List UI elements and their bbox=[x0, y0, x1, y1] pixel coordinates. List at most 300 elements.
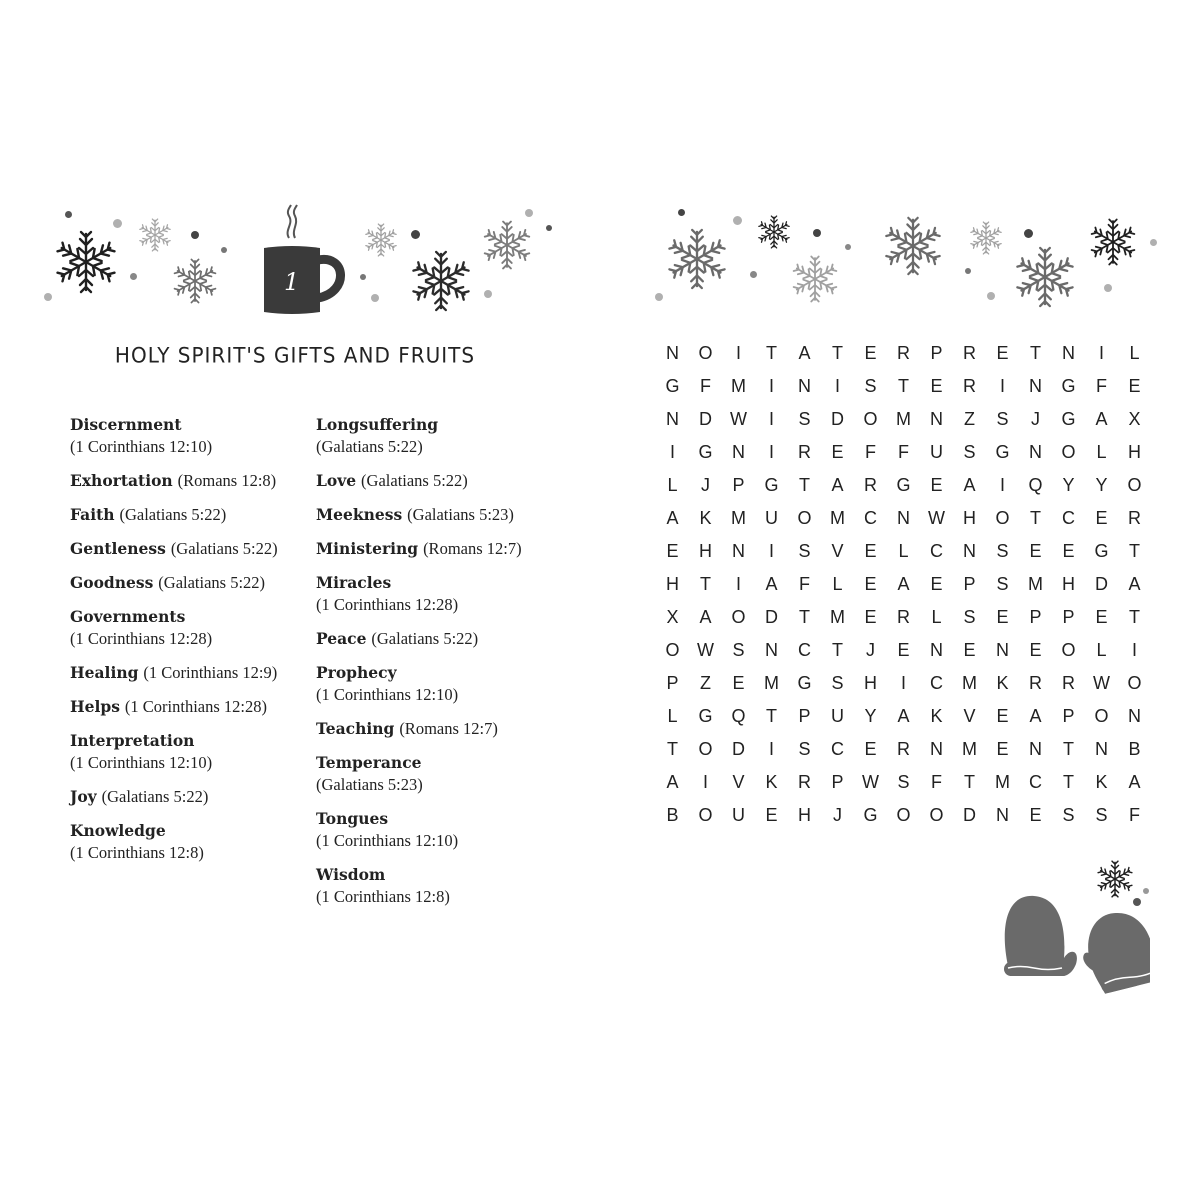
grid-letter[interactable]: N bbox=[1062, 343, 1075, 363]
grid-letter[interactable]: T bbox=[1063, 739, 1074, 759]
snow-dot-icon bbox=[987, 292, 995, 300]
grid-letter[interactable]: W bbox=[1093, 673, 1110, 693]
grid-letter[interactable]: G bbox=[764, 475, 779, 495]
grid-letter[interactable]: S bbox=[897, 772, 910, 792]
grid-letter[interactable]: K bbox=[699, 508, 712, 528]
grid-letter[interactable]: T bbox=[1129, 607, 1140, 627]
grid-letter[interactable]: R bbox=[1062, 673, 1075, 693]
grid-letter[interactable]: L bbox=[898, 541, 909, 561]
grid-letter[interactable]: I bbox=[735, 343, 741, 363]
grid-letter[interactable]: F bbox=[1129, 805, 1140, 825]
grid-letter[interactable]: S bbox=[864, 376, 877, 396]
grid-letter[interactable]: M bbox=[731, 376, 746, 396]
grid-letter[interactable]: O bbox=[1061, 442, 1076, 462]
grid-letter[interactable]: P bbox=[1029, 607, 1042, 627]
grid-letter[interactable]: K bbox=[765, 772, 778, 792]
grid-letter[interactable]: M bbox=[896, 409, 911, 429]
grid-letter[interactable]: Z bbox=[700, 673, 711, 693]
word-list-item bbox=[70, 786, 310, 808]
grid-letter[interactable]: A bbox=[699, 607, 712, 627]
word-list-item bbox=[70, 606, 310, 650]
grid-letter[interactable]: E bbox=[930, 475, 943, 495]
grid-letter[interactable]: F bbox=[898, 442, 909, 462]
grid-letter[interactable]: X bbox=[1128, 409, 1141, 429]
grid-letter[interactable]: U bbox=[831, 706, 844, 726]
grid-letter[interactable]: O bbox=[929, 805, 944, 825]
grid-letter[interactable]: E bbox=[864, 343, 877, 363]
snow-dot-icon bbox=[360, 274, 366, 280]
grid-letter[interactable]: A bbox=[1095, 409, 1108, 429]
grid-letter[interactable]: H bbox=[699, 541, 712, 561]
word-list-word: Knowledge bbox=[70, 821, 166, 840]
grid-letter[interactable]: I bbox=[768, 541, 774, 561]
grid-letter[interactable]: C bbox=[798, 640, 811, 660]
grid-letter[interactable]: E bbox=[864, 739, 877, 759]
grid-letter[interactable]: M bbox=[731, 508, 746, 528]
grid-letter[interactable]: S bbox=[798, 541, 811, 561]
grid-letter[interactable]: H bbox=[1128, 442, 1141, 462]
grid-letter[interactable]: E bbox=[996, 607, 1009, 627]
mug-icon bbox=[264, 246, 348, 314]
grid-letter[interactable]: T bbox=[766, 343, 777, 363]
word-list-word: Exhortation bbox=[70, 471, 173, 490]
word-list-item bbox=[70, 730, 310, 774]
word-list-word: Wisdom bbox=[316, 865, 386, 884]
grid-letter[interactable]: E bbox=[864, 541, 877, 561]
snowflake-icon bbox=[969, 221, 1003, 255]
snow-dot-icon bbox=[113, 219, 122, 228]
word-list-reference: (1 Corinthians 12:8) bbox=[70, 843, 204, 862]
grid-letter[interactable]: E bbox=[996, 739, 1009, 759]
grid-letter[interactable]: N bbox=[1095, 739, 1108, 759]
word-list-item bbox=[316, 538, 556, 560]
grid-letter[interactable]: R bbox=[1128, 508, 1141, 528]
snow-dot-icon bbox=[130, 273, 137, 280]
grid-letter[interactable]: P bbox=[963, 574, 976, 594]
grid-letter[interactable]: N bbox=[930, 409, 943, 429]
word-list-item bbox=[70, 572, 310, 594]
grid-letter[interactable]: M bbox=[995, 772, 1010, 792]
grid-letter[interactable]: E bbox=[765, 805, 778, 825]
grid-letter[interactable]: E bbox=[1095, 508, 1108, 528]
grid-letter[interactable]: N bbox=[798, 376, 811, 396]
grid-letter[interactable]: D bbox=[1095, 574, 1108, 594]
grid-letter[interactable]: G bbox=[665, 376, 680, 396]
grid-letter[interactable]: C bbox=[1062, 508, 1075, 528]
grid-letter[interactable]: C bbox=[864, 508, 877, 528]
grid-letter[interactable]: A bbox=[1029, 706, 1042, 726]
word-list-word: Ministering bbox=[316, 539, 419, 558]
page-title: HOLY SPIRIT'S GIFTS AND FRUITS bbox=[114, 342, 476, 368]
grid-letter[interactable]: E bbox=[1128, 376, 1141, 396]
word-list-reference: (1 Corinthians 12:8) bbox=[316, 887, 450, 906]
grid-letter[interactable]: N bbox=[732, 442, 745, 462]
grid-letter[interactable]: I bbox=[702, 772, 708, 792]
grid-letter[interactable]: R bbox=[1029, 673, 1042, 693]
grid-letter[interactable]: H bbox=[798, 805, 811, 825]
grid-letter[interactable]: T bbox=[832, 640, 843, 660]
grid-letter[interactable]: P bbox=[798, 706, 811, 726]
grid-letter[interactable]: G bbox=[797, 673, 812, 693]
grid-letter[interactable]: K bbox=[930, 706, 943, 726]
grid-letter[interactable]: Y bbox=[1095, 475, 1108, 495]
grid-letter[interactable]: D bbox=[699, 409, 712, 429]
grid-letter[interactable]: N bbox=[996, 805, 1009, 825]
snowflake-icon bbox=[482, 220, 532, 270]
grid-letter[interactable]: E bbox=[864, 607, 877, 627]
grid-letter[interactable]: I bbox=[768, 442, 774, 462]
word-list-reference: (1 Corinthians 12:10) bbox=[316, 685, 459, 704]
grid-letter[interactable]: D bbox=[732, 739, 745, 759]
grid-letter[interactable]: B bbox=[1128, 739, 1141, 759]
grid-letter[interactable]: R bbox=[963, 343, 976, 363]
grid-letter[interactable]: J bbox=[701, 475, 710, 495]
grid-letter[interactable]: O bbox=[896, 805, 911, 825]
grid-letter[interactable]: L bbox=[667, 706, 678, 726]
mittens-icon bbox=[1000, 888, 1150, 1003]
grid-letter[interactable]: N bbox=[996, 640, 1009, 660]
word-list-word: Miracles bbox=[316, 573, 392, 592]
grid-letter[interactable]: M bbox=[962, 673, 977, 693]
grid-letter[interactable]: L bbox=[1096, 442, 1107, 462]
grid-letter[interactable]: F bbox=[700, 376, 711, 396]
grid-letter[interactable]: X bbox=[666, 607, 679, 627]
grid-letter[interactable]: A bbox=[666, 508, 679, 528]
grid-letter[interactable]: T bbox=[799, 607, 810, 627]
grid-letter[interactable]: H bbox=[963, 508, 976, 528]
grid-letter[interactable]: W bbox=[928, 508, 945, 528]
grid-letter[interactable]: P bbox=[732, 475, 745, 495]
grid-letter[interactable]: M bbox=[830, 607, 845, 627]
grid-letter[interactable]: O bbox=[698, 805, 713, 825]
word-list-column-1 bbox=[70, 414, 310, 876]
word-list-word: Gentleness bbox=[70, 539, 166, 558]
word-list-item bbox=[316, 414, 556, 458]
snow-dot-icon bbox=[546, 225, 552, 231]
grid-letter[interactable]: S bbox=[732, 640, 745, 660]
grid-letter[interactable]: W bbox=[697, 640, 714, 660]
grid-letter[interactable]: C bbox=[831, 739, 844, 759]
grid-letter[interactable]: D bbox=[831, 409, 844, 429]
grid-letter[interactable]: N bbox=[930, 640, 943, 660]
grid-letter[interactable]: I bbox=[669, 442, 675, 462]
word-list-reference: (1 Corinthians 12:28) bbox=[124, 697, 267, 716]
word-list-item bbox=[316, 808, 556, 852]
grid-letter[interactable]: M bbox=[764, 673, 779, 693]
word-list-word: Love bbox=[316, 471, 357, 490]
grid-letter[interactable]: S bbox=[963, 442, 976, 462]
grid-letter[interactable]: N bbox=[1029, 376, 1042, 396]
grid-letter[interactable]: I bbox=[735, 574, 741, 594]
steam-icon bbox=[282, 204, 302, 240]
grid-letter[interactable]: O bbox=[1061, 640, 1076, 660]
word-list-reference: (Galatians 5:22) bbox=[119, 505, 227, 524]
grid-letter[interactable]: E bbox=[963, 640, 976, 660]
word-list-reference: (Romans 12:8) bbox=[177, 471, 277, 490]
grid-letter[interactable]: A bbox=[831, 475, 844, 495]
word-list-reference: (1 Corinthians 12:10) bbox=[70, 753, 213, 772]
grid-letter[interactable]: R bbox=[798, 772, 811, 792]
grid-letter[interactable]: R bbox=[798, 442, 811, 462]
grid-letter[interactable]: M bbox=[962, 739, 977, 759]
grid-letter[interactable]: O bbox=[1094, 706, 1109, 726]
grid-letter[interactable]: C bbox=[1029, 772, 1042, 792]
snow-dot-icon bbox=[845, 244, 851, 250]
grid-letter[interactable]: I bbox=[1098, 343, 1104, 363]
word-list-reference: (Romans 12:7) bbox=[423, 539, 522, 558]
grid-letter[interactable]: N bbox=[1128, 706, 1141, 726]
grid-letter[interactable]: E bbox=[732, 673, 745, 693]
word-search-grid[interactable] bbox=[656, 342, 1151, 837]
grid-letter[interactable]: R bbox=[897, 607, 910, 627]
grid-letter[interactable]: P bbox=[1062, 706, 1075, 726]
grid-letter[interactable]: A bbox=[1128, 574, 1141, 594]
grid-letter[interactable]: H bbox=[666, 574, 679, 594]
day-number: 1 bbox=[284, 268, 300, 296]
grid-letter[interactable]: E bbox=[930, 376, 943, 396]
word-list-reference: (Romans 12:7) bbox=[399, 719, 498, 738]
grid-letter[interactable]: E bbox=[1029, 640, 1042, 660]
snowflake-icon bbox=[54, 230, 118, 294]
grid-letter[interactable]: Z bbox=[964, 409, 975, 429]
grid-letter[interactable]: O bbox=[797, 508, 812, 528]
grid-letter[interactable]: G bbox=[896, 475, 911, 495]
grid-letter[interactable]: E bbox=[996, 343, 1009, 363]
grid-letter[interactable]: T bbox=[700, 574, 711, 594]
word-list-item bbox=[70, 696, 310, 718]
word-list-item bbox=[70, 504, 310, 526]
grid-letter[interactable]: S bbox=[831, 673, 844, 693]
grid-letter[interactable]: A bbox=[666, 772, 679, 792]
grid-letter[interactable]: E bbox=[666, 541, 679, 561]
grid-letter[interactable]: K bbox=[1095, 772, 1108, 792]
grid-letter[interactable]: M bbox=[1028, 574, 1043, 594]
grid-letter[interactable]: A bbox=[765, 574, 778, 594]
grid-letter[interactable]: R bbox=[864, 475, 877, 495]
grid-letter[interactable]: O bbox=[995, 508, 1010, 528]
word-list-reference: (Galatians 5:23) bbox=[407, 505, 514, 524]
word-list-item bbox=[70, 538, 310, 560]
grid-letter[interactable]: O bbox=[698, 739, 713, 759]
grid-letter[interactable]: S bbox=[996, 541, 1009, 561]
grid-letter[interactable]: N bbox=[897, 508, 910, 528]
grid-letter[interactable]: G bbox=[995, 442, 1010, 462]
grid-letter[interactable]: G bbox=[863, 805, 878, 825]
snow-dot-icon bbox=[813, 229, 821, 237]
word-list-word: Teaching bbox=[316, 719, 395, 738]
grid-letter[interactable]: R bbox=[897, 343, 910, 363]
snowflake-icon bbox=[883, 216, 943, 276]
grid-letter[interactable]: N bbox=[732, 541, 745, 561]
grid-letter[interactable]: N bbox=[1029, 739, 1042, 759]
grid-letter[interactable]: R bbox=[897, 739, 910, 759]
word-list-reference: (1 Corinthians 12:28) bbox=[316, 595, 459, 614]
grid-letter[interactable]: E bbox=[831, 442, 844, 462]
grid-letter[interactable]: A bbox=[798, 343, 811, 363]
mittens-decoration bbox=[1000, 858, 1160, 1003]
grid-letter[interactable]: I bbox=[768, 739, 774, 759]
snowflake-icon bbox=[757, 215, 791, 249]
grid-letter[interactable]: L bbox=[1096, 640, 1107, 660]
grid-letter[interactable]: I bbox=[768, 409, 774, 429]
word-list-word: Goodness bbox=[70, 573, 154, 592]
snow-dot-icon bbox=[750, 271, 757, 278]
grid-letter[interactable]: G bbox=[698, 442, 713, 462]
grid-letter[interactable]: Q bbox=[1028, 475, 1043, 495]
grid-letter[interactable]: E bbox=[996, 706, 1009, 726]
word-list-reference: (1 Corinthians 12:28) bbox=[70, 629, 213, 648]
grid-letter[interactable]: T bbox=[667, 739, 678, 759]
snow-dot-icon bbox=[1150, 239, 1157, 246]
grid-letter[interactable]: F bbox=[1096, 376, 1107, 396]
grid-letter[interactable]: R bbox=[963, 376, 976, 396]
grid-letter[interactable]: I bbox=[768, 376, 774, 396]
snowflake-icon bbox=[1014, 246, 1076, 308]
word-list-word: Healing bbox=[70, 663, 139, 682]
grid-letter[interactable]: A bbox=[897, 706, 910, 726]
grid-letter[interactable]: J bbox=[866, 640, 875, 660]
word-list-word: Interpretation bbox=[70, 731, 195, 750]
grid-letter[interactable]: V bbox=[732, 772, 745, 792]
grid-letter[interactable]: O bbox=[1127, 475, 1142, 495]
grid-letter[interactable]: S bbox=[996, 409, 1009, 429]
grid-letter[interactable]: E bbox=[1029, 541, 1042, 561]
grid-letter[interactable]: E bbox=[1095, 607, 1108, 627]
grid-letter[interactable]: U bbox=[732, 805, 745, 825]
grid-letter[interactable]: P bbox=[1062, 607, 1075, 627]
grid-letter[interactable]: L bbox=[832, 574, 843, 594]
grid-letter[interactable]: D bbox=[963, 805, 976, 825]
grid-letter[interactable]: F bbox=[799, 574, 810, 594]
snow-dot-icon bbox=[484, 290, 492, 298]
grid-letter[interactable]: T bbox=[766, 706, 777, 726]
word-list-item bbox=[70, 470, 310, 492]
word-list-reference: (Galatians 5:22) bbox=[371, 629, 479, 648]
grid-letter[interactable]: T bbox=[799, 475, 810, 495]
grid-letter[interactable]: H bbox=[1062, 574, 1075, 594]
grid-letter[interactable]: S bbox=[1095, 805, 1108, 825]
grid-letter[interactable]: E bbox=[897, 640, 910, 660]
grid-letter[interactable]: N bbox=[1029, 442, 1042, 462]
grid-letter[interactable]: O bbox=[698, 343, 713, 363]
grid-letter[interactable]: S bbox=[798, 739, 811, 759]
grid-letter[interactable]: N bbox=[666, 343, 679, 363]
word-list-word: Discernment bbox=[70, 415, 182, 434]
grid-letter[interactable]: P bbox=[831, 772, 844, 792]
grid-letter[interactable]: V bbox=[831, 541, 844, 561]
grid-letter[interactable]: O bbox=[863, 409, 878, 429]
grid-letter[interactable]: L bbox=[931, 607, 942, 627]
snowflake-icon bbox=[172, 258, 218, 304]
grid-letter[interactable]: I bbox=[900, 673, 906, 693]
grid-letter[interactable]: J bbox=[1031, 409, 1040, 429]
grid-letter[interactable]: S bbox=[963, 607, 976, 627]
grid-letter[interactable]: K bbox=[996, 673, 1009, 693]
grid-letter[interactable]: N bbox=[930, 739, 943, 759]
grid-letter[interactable]: V bbox=[963, 706, 976, 726]
grid-letter[interactable]: P bbox=[666, 673, 679, 693]
grid-letter[interactable]: O bbox=[665, 640, 680, 660]
grid-letter[interactable]: E bbox=[864, 574, 877, 594]
snow-dot-icon bbox=[411, 230, 420, 239]
grid-letter[interactable]: N bbox=[765, 640, 778, 660]
word-list-reference: (Galatians 5:22) bbox=[170, 539, 278, 558]
grid-letter[interactable]: D bbox=[765, 607, 778, 627]
grid-letter[interactable]: O bbox=[731, 607, 746, 627]
grid-letter[interactable]: E bbox=[1029, 805, 1042, 825]
word-list-item bbox=[316, 718, 556, 740]
grid-letter[interactable]: H bbox=[864, 673, 877, 693]
grid-letter[interactable]: S bbox=[996, 574, 1009, 594]
grid-letter[interactable]: Y bbox=[1062, 475, 1075, 495]
grid-letter[interactable]: T bbox=[1030, 343, 1041, 363]
grid-letter[interactable]: W bbox=[862, 772, 879, 792]
grid-letter[interactable]: U bbox=[765, 508, 778, 528]
grid-letter[interactable]: W bbox=[730, 409, 747, 429]
snowflake-icon bbox=[791, 255, 839, 303]
grid-letter[interactable]: G bbox=[698, 706, 713, 726]
word-list-word: Joy bbox=[70, 787, 97, 806]
grid-letter[interactable]: E bbox=[930, 574, 943, 594]
grid-letter[interactable]: J bbox=[833, 805, 842, 825]
grid-letter[interactable]: G bbox=[1094, 541, 1109, 561]
grid-letter[interactable]: Y bbox=[864, 706, 877, 726]
snow-dot-icon bbox=[965, 268, 971, 274]
grid-letter[interactable]: I bbox=[999, 376, 1005, 396]
snowflake-icon bbox=[138, 218, 172, 252]
grid-letter[interactable]: G bbox=[1061, 376, 1076, 396]
grid-letter[interactable]: A bbox=[1128, 772, 1141, 792]
grid-letter[interactable]: M bbox=[830, 508, 845, 528]
word-list-reference: (Galatians 5:22) bbox=[101, 787, 209, 806]
grid-letter[interactable]: G bbox=[1061, 409, 1076, 429]
grid-letter[interactable]: S bbox=[1062, 805, 1075, 825]
grid-letter[interactable]: E bbox=[1062, 541, 1075, 561]
grid-letter[interactable]: N bbox=[666, 409, 679, 429]
word-list-item bbox=[70, 820, 310, 864]
grid-letter[interactable]: F bbox=[865, 442, 876, 462]
grid-letter[interactable]: I bbox=[834, 376, 840, 396]
grid-letter[interactable]: A bbox=[897, 574, 910, 594]
grid-letter[interactable]: C bbox=[930, 673, 943, 693]
grid-letter[interactable]: T bbox=[964, 772, 975, 792]
snow-dot-icon bbox=[655, 293, 663, 301]
grid-letter[interactable]: U bbox=[930, 442, 943, 462]
word-list-word: Prophecy bbox=[316, 663, 397, 682]
grid-letter[interactable]: T bbox=[1129, 541, 1140, 561]
grid-letter[interactable]: I bbox=[1131, 640, 1137, 660]
word-list-word: Faith bbox=[70, 505, 115, 524]
grid-letter[interactable]: P bbox=[930, 343, 943, 363]
grid-letter[interactable]: L bbox=[1129, 343, 1140, 363]
grid-letter[interactable]: F bbox=[931, 772, 942, 792]
snow-dot-icon bbox=[191, 231, 199, 239]
grid-letter[interactable]: L bbox=[667, 475, 678, 495]
grid-letter[interactable]: A bbox=[963, 475, 976, 495]
grid-letter[interactable]: B bbox=[666, 805, 679, 825]
grid-letter[interactable]: T bbox=[898, 376, 909, 396]
grid-letter[interactable]: N bbox=[963, 541, 976, 561]
grid-letter[interactable]: Q bbox=[731, 706, 746, 726]
grid-letter[interactable]: S bbox=[798, 409, 811, 429]
word-list-word: Helps bbox=[70, 697, 120, 716]
grid-letter[interactable]: I bbox=[999, 475, 1005, 495]
grid-letter[interactable]: C bbox=[930, 541, 943, 561]
grid-letter[interactable]: O bbox=[1127, 673, 1142, 693]
grid-letter[interactable]: T bbox=[832, 343, 843, 363]
grid-letter[interactable]: T bbox=[1030, 508, 1041, 528]
grid-letter[interactable]: T bbox=[1063, 772, 1074, 792]
